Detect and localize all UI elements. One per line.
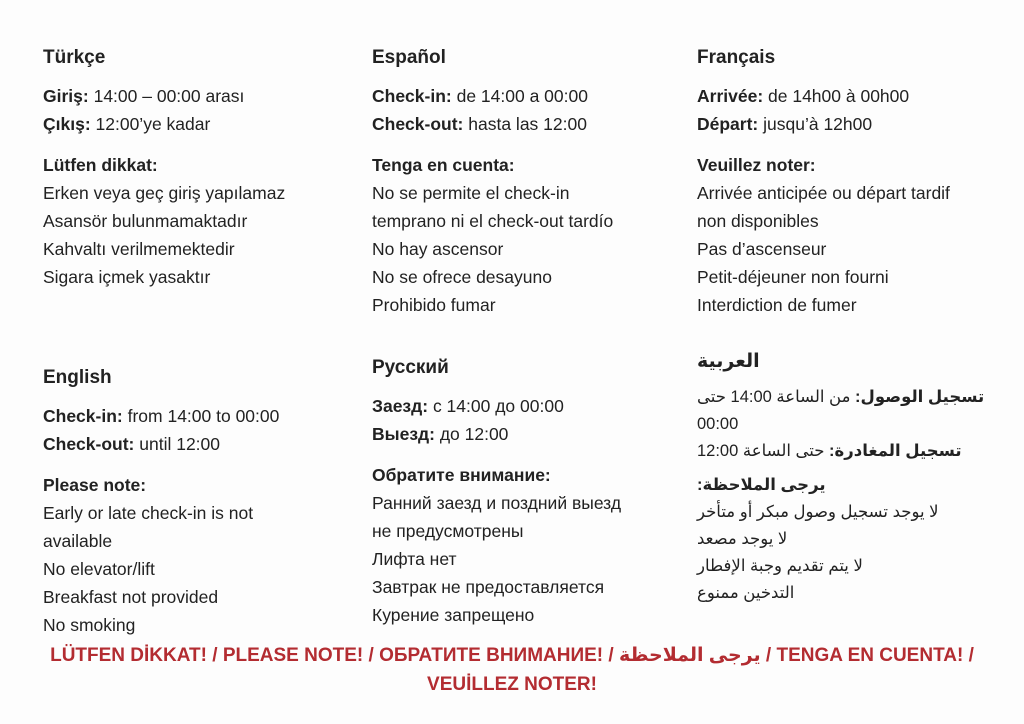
note-line: لا يوجد تسجيل وصول مبكر أو متأخر — [697, 503, 939, 521]
note-line: Ранний заезд и поздний выезд — [372, 493, 622, 513]
note-line: No elevator/lift — [43, 559, 155, 579]
language-heading: Русский — [372, 357, 449, 378]
checkout-label: Départ: — [697, 114, 759, 134]
note-heading: Lütfen dikkat: — [43, 155, 158, 175]
note-heading: Обратите внимание: — [372, 465, 551, 485]
checkout-line — [697, 438, 1019, 465]
note-line: Kahvaltı verilmemektedir — [43, 239, 235, 259]
language-heading: Türkçe — [43, 47, 106, 68]
checkout-value: 12:00’ye kadar — [90, 114, 211, 134]
note-line: لا يوجد مصعد — [697, 530, 788, 548]
checkout-line — [372, 420, 694, 448]
checkin-label: Check-in: — [43, 406, 123, 426]
checkin-label: Arrivée: — [697, 86, 764, 106]
language-block-arabic — [697, 348, 1019, 607]
checkin-value: с 14:00 до 00:00 — [428, 396, 564, 416]
checkout-value: до 12:00 — [434, 424, 509, 444]
checkin-line — [372, 392, 694, 420]
checkin-line — [697, 82, 1019, 110]
note-heading: Tenga en cuenta: — [372, 155, 515, 175]
note-line: non disponibles — [697, 211, 819, 231]
note-line: No smoking — [43, 615, 136, 635]
checkin-line-continuation: 00:00 — [697, 415, 739, 433]
checkout-line — [697, 110, 1019, 138]
note-heading: Veuillez noter: — [697, 155, 816, 175]
language-block-russian — [372, 354, 694, 629]
note-line: Petit-déjeuner non fourni — [697, 267, 889, 287]
checkout-value: until 12:00 — [134, 434, 221, 454]
checkout-value: jusqu’à 12h00 — [758, 114, 873, 134]
checkout-value: حتى الساعة 12:00 — [697, 442, 830, 460]
checkin-value: de 14:00 a 00:00 — [451, 86, 588, 106]
checkout-line — [372, 110, 694, 138]
note-line: Early or late check-in is not — [43, 503, 254, 523]
checkout-label: Check-out: — [43, 434, 135, 454]
note-line: التدخين ممنوع — [697, 584, 795, 602]
checkin-value: from 14:00 to 00:00 — [122, 406, 280, 426]
language-block-french — [697, 44, 1019, 319]
checkout-line — [43, 110, 365, 138]
language-block-spanish — [372, 44, 694, 319]
checkin-value: من الساعة 14:00 حتى — [697, 388, 856, 406]
checkin-label: Check-in: — [372, 86, 452, 106]
checkin-label: Заезд: — [372, 396, 429, 416]
checkout-label: Check-out: — [372, 114, 464, 134]
checkout-label: تسجيل المغادرة: — [829, 442, 962, 460]
note-line: Курение запрещено — [372, 605, 535, 625]
note-line: Sigara içmek yasaktır — [43, 267, 211, 287]
checkin-label: تسجيل الوصول: — [855, 388, 985, 406]
language-heading: English — [43, 367, 112, 388]
note-line: temprano ni el check-out tardío — [372, 211, 614, 231]
language-heading: Français — [697, 47, 776, 68]
note-line: No se ofrece desayuno — [372, 267, 552, 287]
footer-warning — [0, 641, 1024, 699]
note-line: Лифта нет — [372, 549, 457, 569]
checkin-line — [697, 384, 1019, 411]
checkout-line — [43, 430, 365, 458]
note-line: Interdiction de fumer — [697, 295, 857, 315]
note-line: Breakfast not provided — [43, 587, 219, 607]
checkout-label: Çıkış: — [43, 114, 91, 134]
note-line: No hay ascensor — [372, 239, 504, 259]
note-line: لا يتم تقديم وجبة الإفطار — [697, 557, 863, 575]
note-heading: يرجى الملاحظة: — [697, 476, 826, 494]
note-line: No se permite el check-in — [372, 183, 570, 203]
note-heading: Please note: — [43, 475, 147, 495]
checkin-line — [372, 82, 694, 110]
note-line: Arrivée anticipée ou départ tardif — [697, 183, 950, 203]
note-line: Pas d’ascenseur — [697, 239, 827, 259]
footer-warning-line1: LÜTFEN DİKKAT! / PLEASE NOTE! / ОБРАТИТЕ ВНИМАНИЕ! / يرجى الملاحظة / TENGA EN CUENTA! / — [50, 645, 974, 666]
note-line: Erken veya geç giriş yapılamaz — [43, 183, 286, 203]
note-line: Завтрак не предоставляется — [372, 577, 605, 597]
language-heading: العربية — [697, 351, 760, 372]
checkin-line — [43, 82, 365, 110]
language-block-turkish — [43, 44, 365, 291]
footer-warning-line2: VEUİLLEZ NOTER! — [427, 674, 597, 695]
checkin-value: de 14h00 à 00h00 — [763, 86, 910, 106]
checkin-line — [43, 402, 365, 430]
checkin-label: Giriş: — [43, 86, 89, 106]
checkout-label: Выезд: — [372, 424, 435, 444]
note-line: Prohibido fumar — [372, 295, 496, 315]
note-line: available — [43, 531, 113, 551]
checkin-value: 14:00 – 00:00 arası — [88, 86, 245, 106]
checkout-value: hasta las 12:00 — [463, 114, 587, 134]
language-block-english — [43, 364, 365, 639]
language-heading: Español — [372, 47, 446, 68]
note-line: не предусмотрены — [372, 521, 524, 541]
note-line: Asansör bulunmamaktadır — [43, 211, 248, 231]
